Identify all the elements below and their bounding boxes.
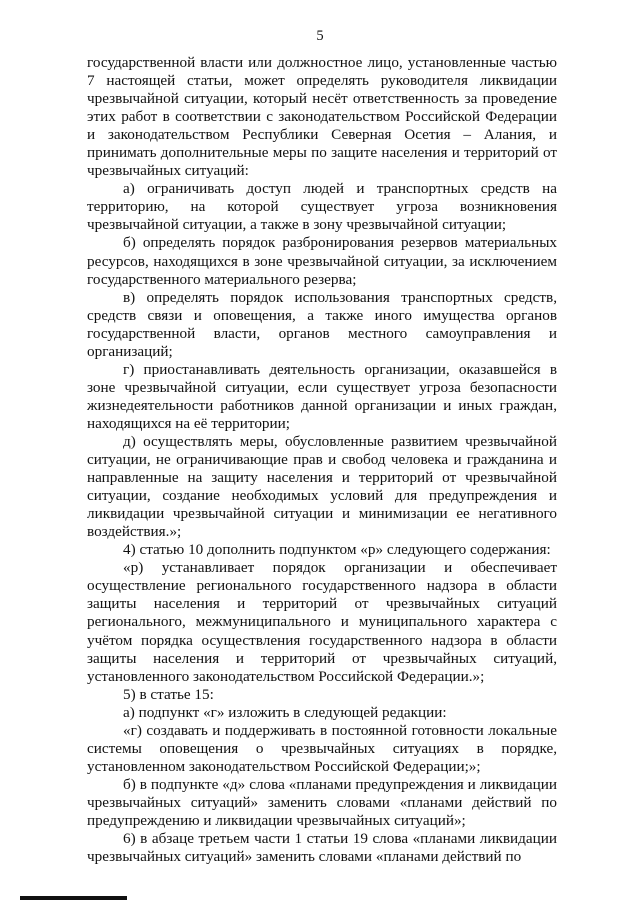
paragraph-item-b: б) определять порядок разбронирования резервов материальных ресурсов, находящихся в зоне чрезвычайной ситуации, за исключением государственного материального резерва; [87,234,557,288]
paragraph-item-v: в) определять порядок использования транспортных средств, средств связи и оповещения, а также иного имущества органов государственной власти, органов местного самоуправления и организаций; [87,288,557,360]
page-number: 5 [316,28,324,44]
paragraph-point-5-b: б) в подпункте «д» слова «планами предупреждения и ликвидации чрезвычайных ситуаций» заменить словами «планами действий по предупреждению и ликвидации чрезвычайных ситуаций»; [87,775,557,829]
paragraph-point-5-a: а) подпункт «г» изложить в следующей редакции: [123,703,447,721]
paragraph-point-5: 5) в статье 15: [123,685,214,703]
paragraph-item-g: г) приостанавливать деятельность организации, оказавшейся в зоне чрезвычайной ситуации, если существует угроза безопасности жизнедеятельности работников данной организации и иных граждан, находящихся на её территории; [87,360,557,432]
paragraph-point-4: 4) статью 10 дополнить подпунктом «р» следующего содержания: [123,541,551,559]
paragraph-item-a: а) ограничивать доступ людей и транспортных средств на территорию, на которой существует угроза возникновения чрезвычайной ситуации, а также в зону чрезвычайной ситуации; [87,180,557,234]
bottom-rule [20,896,127,900]
paragraph-item-d: д) осуществлять меры, обусловленные развитием чрезвычайной ситуации, не ограничивающие прав и свобод человека и гражданина и направленные на защиту населения и территорий от чрезвычайной ситуации, создание необходимых условий для предупреждения и ликвидации чрезвычайной ситуации и минимизации ее негативного воздействия.»; [87,432,557,541]
paragraph-subpoint-g: «г) создавать и поддерживать в постоянной готовности локальные системы оповещения о чрезвычайных ситуациях в порядке, установленном законодательством Российской Федерации;»; [87,721,557,775]
paragraph-intro-continuation: государственной власти или должностное лицо, установленные частью 7 настоящей статьи, может определять руководителя ликвидации чрезвычайной ситуации, который несёт ответственность за проведение этих работ в соответствии с законодательством Российской Федерации и законодательством Республики Северная Осетия – Алания, и принимать дополнительные меры по защите населения и территорий от чрезвычайных ситуаций: [87,54,557,180]
document-body [87,54,557,866]
paragraph-point-6: 6) в абзаце третьем части 1 статьи 19 слова «планами ликвидации чрезвычайных ситуаций» заменить словами «планами действий по [87,830,557,866]
paragraph-subpoint-r: «р) устанавливает порядок организации и обеспечивает осуществление регионального государственного надзора в области защиты населения и территорий от чрезвычайных ситуаций регионального, межмуниципального и муниципального характера с учётом порядка осуществления государственного надзора в области защиты населения и территорий от чрезвычайных ситуаций, установленного законодательством Российской Федерации.»; [87,559,557,685]
